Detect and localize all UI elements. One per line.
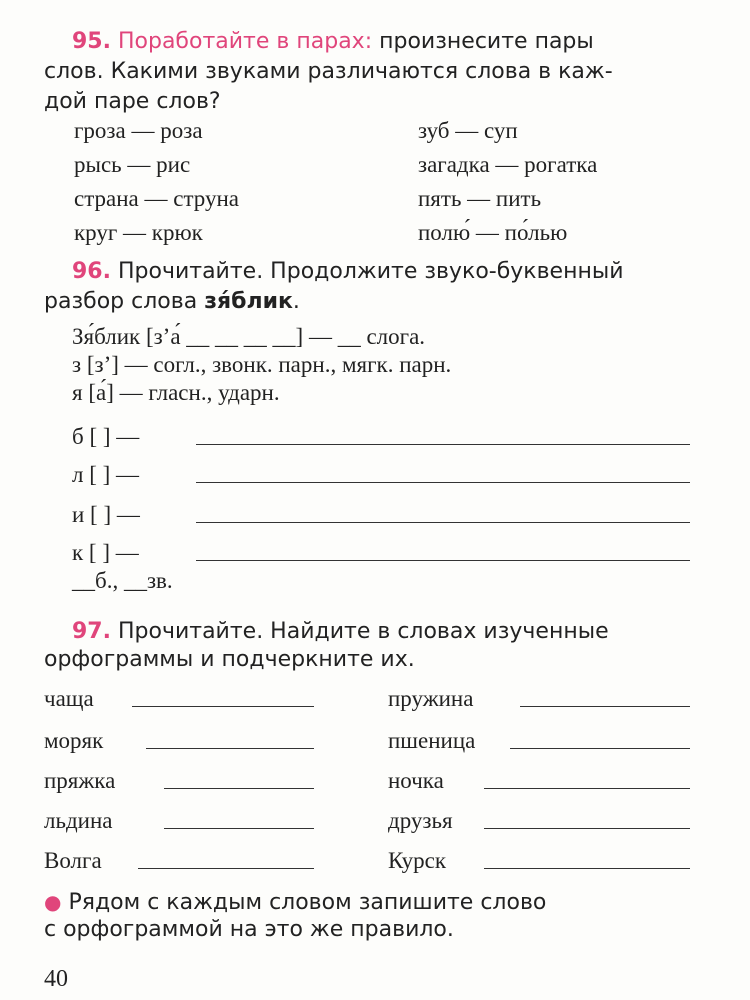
word-right-1: пружина (388, 686, 474, 711)
answer-line-k[interactable] (196, 560, 690, 561)
transcription: Зя́блик [з’а́ __ __ __ __] — __ слога. (72, 324, 426, 349)
pair-left-2: рысь — рис (74, 152, 191, 177)
pair-right-3: пять — пить (418, 186, 542, 211)
word-left-5: Волга (44, 848, 102, 873)
ex95-number: 95. (72, 29, 111, 54)
word-right-2: пшеница (388, 728, 476, 753)
answer-line-l[interactable] (196, 482, 690, 483)
ex96-heading (72, 258, 624, 286)
ex97-line2: орфограммы и подчеркните их. (44, 647, 415, 672)
word-left-3: пряжка (44, 768, 116, 793)
ex97-number: 97. (72, 619, 111, 644)
pair-right-1: зуб — суп (418, 118, 518, 143)
ex95-title: Поработайте в парах: (117, 29, 373, 54)
ex95-line3: дой паре слов? (44, 89, 221, 114)
ex97-heading (72, 618, 609, 646)
answer-line-left-4[interactable] (164, 828, 314, 829)
answer-line-right-1[interactable] (520, 706, 690, 707)
pair-left-4: круг — крюк (74, 220, 203, 245)
ex97-note-line1 (44, 888, 546, 917)
ex96-summary: __б., __зв. (72, 568, 173, 593)
answer-line-left-3[interactable] (164, 788, 314, 789)
word-right-3: ночка (388, 768, 444, 793)
word-right-4: друзья (388, 808, 453, 833)
word-left-1: чаща (44, 686, 94, 711)
ya-analysis: я [а́] — гласн., ударн. (72, 380, 280, 405)
z-analysis: з [з’] — согл., звонк. парн., мягк. парн. (72, 352, 452, 377)
answer-line-right-5[interactable] (484, 868, 690, 869)
answer-line-b[interactable] (196, 444, 690, 445)
letter-i: и [ ] — (72, 502, 140, 527)
pair-right-2: загадка — рогатка (418, 152, 598, 177)
answer-line-right-4[interactable] (484, 828, 690, 829)
answer-line-left-5[interactable] (138, 868, 314, 869)
pair-right-4: полю́ — по́лью (418, 220, 568, 245)
ex95-line1: произнесите пары (379, 29, 594, 54)
page-number: 40 (44, 966, 68, 992)
letter-b: б [ ] — (72, 424, 140, 449)
word-left-2: моряк (44, 728, 104, 753)
ex96-line2-pre: разбор слова (44, 289, 205, 314)
ex96-number: 96. (72, 259, 111, 284)
word-right-5: Курск (388, 848, 446, 873)
ex97-note-text1: Рядом с каждым словом запишите слово (68, 890, 547, 915)
letter-k: к [ ] — (72, 540, 139, 565)
ex96-word: зя́блик (204, 289, 293, 314)
word-left-4: льдина (44, 808, 113, 833)
bullet-icon: ● (44, 890, 62, 914)
answer-line-left-1[interactable] (132, 706, 314, 707)
answer-line-right-3[interactable] (484, 788, 690, 789)
ex95-line2: слов. Какими звуками различаются слова в каж- (44, 59, 613, 84)
ex97-note-line2: с орфограммой на это же правило. (44, 917, 454, 942)
ex96-line1: Прочитайте. Продолжите звуко-буквенный (117, 259, 624, 284)
answer-line-right-2[interactable] (510, 748, 690, 749)
letter-l: л [ ] — (72, 462, 140, 487)
ex96-line2 (44, 288, 300, 316)
answer-line-i[interactable] (196, 522, 690, 523)
ex96-line2-post: . (292, 289, 300, 314)
ex95-heading (72, 28, 594, 56)
pair-left-1: гроза — роза (74, 118, 203, 143)
ex97-line1: Прочитайте. Найдите в словах изученные (117, 619, 609, 644)
pair-left-3: страна — струна (74, 186, 240, 211)
answer-line-left-2[interactable] (146, 748, 314, 749)
